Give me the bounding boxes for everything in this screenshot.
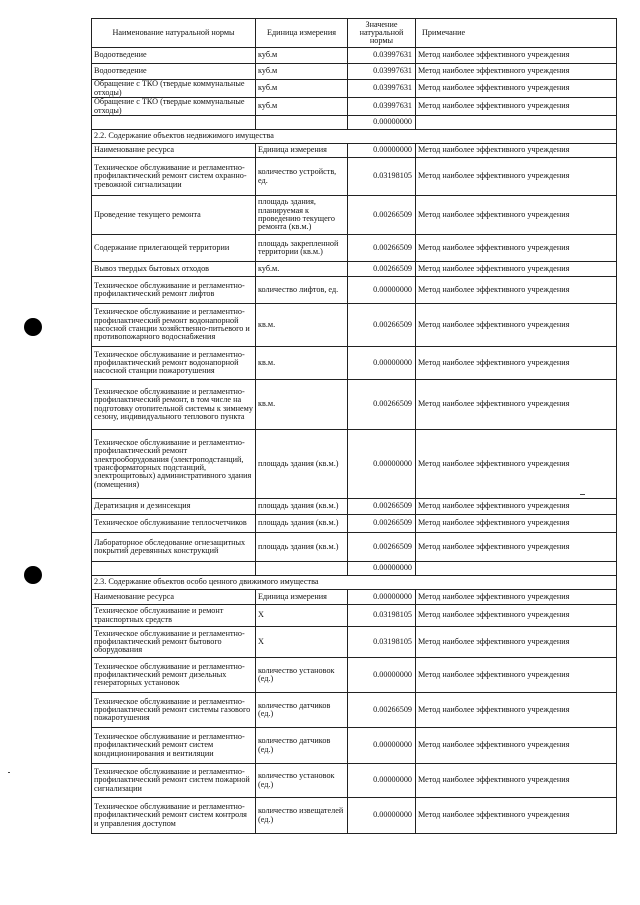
section-title-row [92, 130, 617, 144]
group1-row [92, 80, 617, 98]
cell-name: Техническое обслуживание и регламентно-профилактический ремонт системы газового пожаротушения [92, 693, 256, 728]
cell-unit: кв.м. [256, 380, 348, 430]
table-header-row [92, 19, 617, 48]
cell-value: 0.03198105 [348, 158, 416, 196]
cell-note: Метод наиболее эффективного учреждения [416, 693, 617, 728]
resource-head-unit: Единица измерения [256, 144, 348, 158]
cell-note: Метод наиболее эффективного учреждения [416, 798, 617, 834]
scan-mark [8, 772, 10, 773]
cell-unit: кв.м. [256, 304, 348, 347]
cell-value: 0.00000000 [348, 347, 416, 380]
section22-row [92, 347, 617, 380]
cell-name: Техническое обслуживание и регламентно-профилактический ремонт систем кондиционирования и вентиляции [92, 728, 256, 764]
cell-note: Метод наиболее эффективного учреждения [416, 658, 617, 693]
cell-note: Метод наиболее эффективного учреждения [416, 48, 617, 64]
section23-row [92, 764, 617, 798]
cell-value: 0.00000000 [348, 277, 416, 304]
empty-cell [256, 562, 348, 576]
header-value: Значение натуральной нормы [348, 19, 416, 48]
cell-name: Техническое обслуживание и регламентно-профилактический ремонт систем охранно-тревожной сигнализации [92, 158, 256, 196]
cell-name: Техническое обслуживание и регламентно-профилактический ремонт бытового оборудования [92, 627, 256, 658]
cell-value: 0.00266509 [348, 499, 416, 515]
cell-unit: количество устройств, ед. [256, 158, 348, 196]
resource-head-unit: Единица измерения [256, 590, 348, 605]
cell-unit: X [256, 605, 348, 627]
section22-row [92, 235, 617, 262]
resource-head-note: Метод наиболее эффективного учреждения [416, 144, 617, 158]
header-note: Примечание [416, 19, 617, 48]
cell-unit: площадь здания (кв.м.) [256, 533, 348, 562]
cell-value: 0.03997631 [348, 80, 416, 98]
cell-note: Метод наиболее эффективного учреждения [416, 64, 617, 80]
group1-row [92, 48, 617, 64]
norms-table [91, 18, 617, 834]
cell-note: Метод наиболее эффективного учреждения [416, 196, 617, 235]
cell-unit: куб.м. [256, 262, 348, 277]
cell-unit: куб.м [256, 98, 348, 116]
cell-value: 0.00266509 [348, 533, 416, 562]
cell-name: Техническое обслуживание и регламентно-профилактический ремонт дизельных генераторных установок [92, 658, 256, 693]
cell-name: Техническое обслуживание и регламентно-профилактический ремонт электрооборудования (электроподстанций, трансформаторных подстанций, электрощитовых) административного здания (помещения) [92, 430, 256, 499]
cell-name: Содержание прилегающей территории [92, 235, 256, 262]
cell-note: Метод наиболее эффективного учреждения [416, 499, 617, 515]
section23-row [92, 605, 617, 627]
cell-note: Метод наиболее эффективного учреждения [416, 764, 617, 798]
cell-name: Техническое обслуживание и регламентно-профилактический ремонт водонапорной насосной станции пожаротушения [92, 347, 256, 380]
empty-cell [256, 116, 348, 130]
cell-note: Метод наиболее эффективного учреждения [416, 347, 617, 380]
header-unit: Единица измерения [256, 19, 348, 48]
cell-note: Метод наиболее эффективного учреждения [416, 515, 617, 533]
cell-name: Техническое обслуживание и регламентно-профилактический ремонт водонапорной насосной станции хозяйственно-питьевого и противопожарного водоснабжения [92, 304, 256, 347]
cell-note: Метод наиболее эффективного учреждения [416, 380, 617, 430]
cell-name: Лабораторное обследование огнезащитных покрытий деревянных конструкций [92, 533, 256, 562]
cell-name: Водоотведение [92, 64, 256, 80]
punch-hole-top [24, 318, 42, 336]
cell-value: 0.00000000 [348, 798, 416, 834]
cell-note: Метод наиболее эффективного учреждения [416, 728, 617, 764]
section22-row [92, 304, 617, 347]
cell-name: Водоотведение [92, 48, 256, 64]
cell-name: Вывоз твердых бытовых отходов [92, 262, 256, 277]
cell-unit: площадь здания (кв.м.) [256, 515, 348, 533]
cell-value: 0.03198105 [348, 605, 416, 627]
cell-value: 0.00000000 [348, 728, 416, 764]
section22-row [92, 533, 617, 562]
section22-row [92, 158, 617, 196]
section-title-row [92, 576, 617, 590]
cell-name: Техническое обслуживание и регламентно-профилактический ремонт, в том числе на подготовку отопительной системы к зимнему сезону, индивидуального теплового пункта [92, 380, 256, 430]
group1-row [92, 98, 617, 116]
resource-header-row [92, 144, 617, 158]
cell-note: Метод наиболее эффективного учреждения [416, 98, 617, 116]
section22-row [92, 262, 617, 277]
total-row [92, 562, 617, 576]
section22-row [92, 277, 617, 304]
cell-unit: количество датчиков (ед.) [256, 728, 348, 764]
section23-row [92, 627, 617, 658]
resource-head-name: Наименование ресурса [92, 144, 256, 158]
cell-value: 0.03997631 [348, 48, 416, 64]
section22-row [92, 430, 617, 499]
cell-name: Техническое обслуживание и регламентно-профилактический ремонт систем контроля и управления доступом [92, 798, 256, 834]
cell-name: Дератизация и дезинсекция [92, 499, 256, 515]
cell-unit: кв.м. [256, 347, 348, 380]
cell-unit: куб.м [256, 48, 348, 64]
empty-cell [92, 116, 256, 130]
cell-value: 0.03997631 [348, 64, 416, 80]
cell-unit: площадь здания (кв.м.) [256, 499, 348, 515]
resource-head-name: Наименование ресурса [92, 590, 256, 605]
cell-value: 0.00266509 [348, 380, 416, 430]
cell-value: 0.00266509 [348, 196, 416, 235]
cell-unit: количество датчиков (ед.) [256, 693, 348, 728]
cell-note: Метод наиболее эффективного учреждения [416, 605, 617, 627]
empty-cell [92, 562, 256, 576]
cell-value: 0.00000000 [348, 430, 416, 499]
cell-name: Обращение с ТКО (твердые коммунальные отходы) [92, 80, 256, 98]
cell-value: 0.00266509 [348, 262, 416, 277]
resource-head-value: 0.00000000 [348, 144, 416, 158]
cell-value: 0.03198105 [348, 627, 416, 658]
section22-row [92, 196, 617, 235]
section23-row [92, 693, 617, 728]
total-value: 0.00000000 [348, 116, 416, 130]
cell-unit: куб.м [256, 64, 348, 80]
cell-note: Метод наиболее эффективного учреждения [416, 533, 617, 562]
resource-header-row [92, 590, 617, 605]
group1-row [92, 64, 617, 80]
section22-row [92, 515, 617, 533]
cell-unit: X [256, 627, 348, 658]
section23-row [92, 728, 617, 764]
cell-name: Проведение текущего ремонта [92, 196, 256, 235]
empty-cell [416, 562, 617, 576]
cell-note: Метод наиболее эффективного учреждения [416, 304, 617, 347]
cell-value: 0.00266509 [348, 693, 416, 728]
cell-value: 0.00266509 [348, 304, 416, 347]
total-row [92, 116, 617, 130]
cell-value: 0.03997631 [348, 98, 416, 116]
cell-note: Метод наиболее эффективного учреждения [416, 430, 617, 499]
cell-name: Техническое обслуживание теплосчетчиков [92, 515, 256, 533]
cell-name: Обращение с ТКО (твердые коммунальные отходы) [92, 98, 256, 116]
cell-note: Метод наиболее эффективного учреждения [416, 80, 617, 98]
cell-name: Техническое обслуживание и регламентно-профилактический ремонт систем пожарной сигнализации [92, 764, 256, 798]
cell-unit: количество извещателей (ед.) [256, 798, 348, 834]
cell-unit: площадь закрепленной территории (кв.м.) [256, 235, 348, 262]
empty-cell [416, 116, 617, 130]
section23-row [92, 798, 617, 834]
cell-value: 0.00000000 [348, 764, 416, 798]
section23-row [92, 658, 617, 693]
cell-note: Метод наиболее эффективного учреждения [416, 262, 617, 277]
cell-note: Метод наиболее эффективного учреждения [416, 158, 617, 196]
cell-unit: площадь здания (кв.м.) [256, 430, 348, 499]
cell-note: Метод наиболее эффективного учреждения [416, 627, 617, 658]
punch-hole-bottom [24, 566, 42, 584]
cell-value: 0.00266509 [348, 515, 416, 533]
section-title: 2.3. Содержание объектов особо ценного движимого имущества [92, 576, 617, 590]
cell-unit: количество лифтов, ед. [256, 277, 348, 304]
resource-head-note: Метод наиболее эффективного учреждения [416, 590, 617, 605]
resource-head-value: 0.00000000 [348, 590, 416, 605]
header-name: Наименование натуральной нормы [92, 19, 256, 48]
cell-value: 0.00266509 [348, 235, 416, 262]
section22-row [92, 499, 617, 515]
section22-row [92, 380, 617, 430]
cell-unit: площадь здания, планируемая к проведению текущего ремонта (кв.м.) [256, 196, 348, 235]
cell-unit: количество установок (ед.) [256, 658, 348, 693]
cell-note: Метод наиболее эффективного учреждения [416, 277, 617, 304]
cell-name: Техническое обслуживание и регламентно-профилактический ремонт лифтов [92, 277, 256, 304]
cell-value: 0.00000000 [348, 658, 416, 693]
cell-name: Техническое обслуживание и ремонт транспортных средств [92, 605, 256, 627]
total-value: 0.00000000 [348, 562, 416, 576]
cell-note: Метод наиболее эффективного учреждения [416, 235, 617, 262]
cell-unit: куб.м [256, 80, 348, 98]
section-title: 2.2. Содержание объектов недвижимого имущества [92, 130, 617, 144]
cell-unit: количество установок (ед.) [256, 764, 348, 798]
